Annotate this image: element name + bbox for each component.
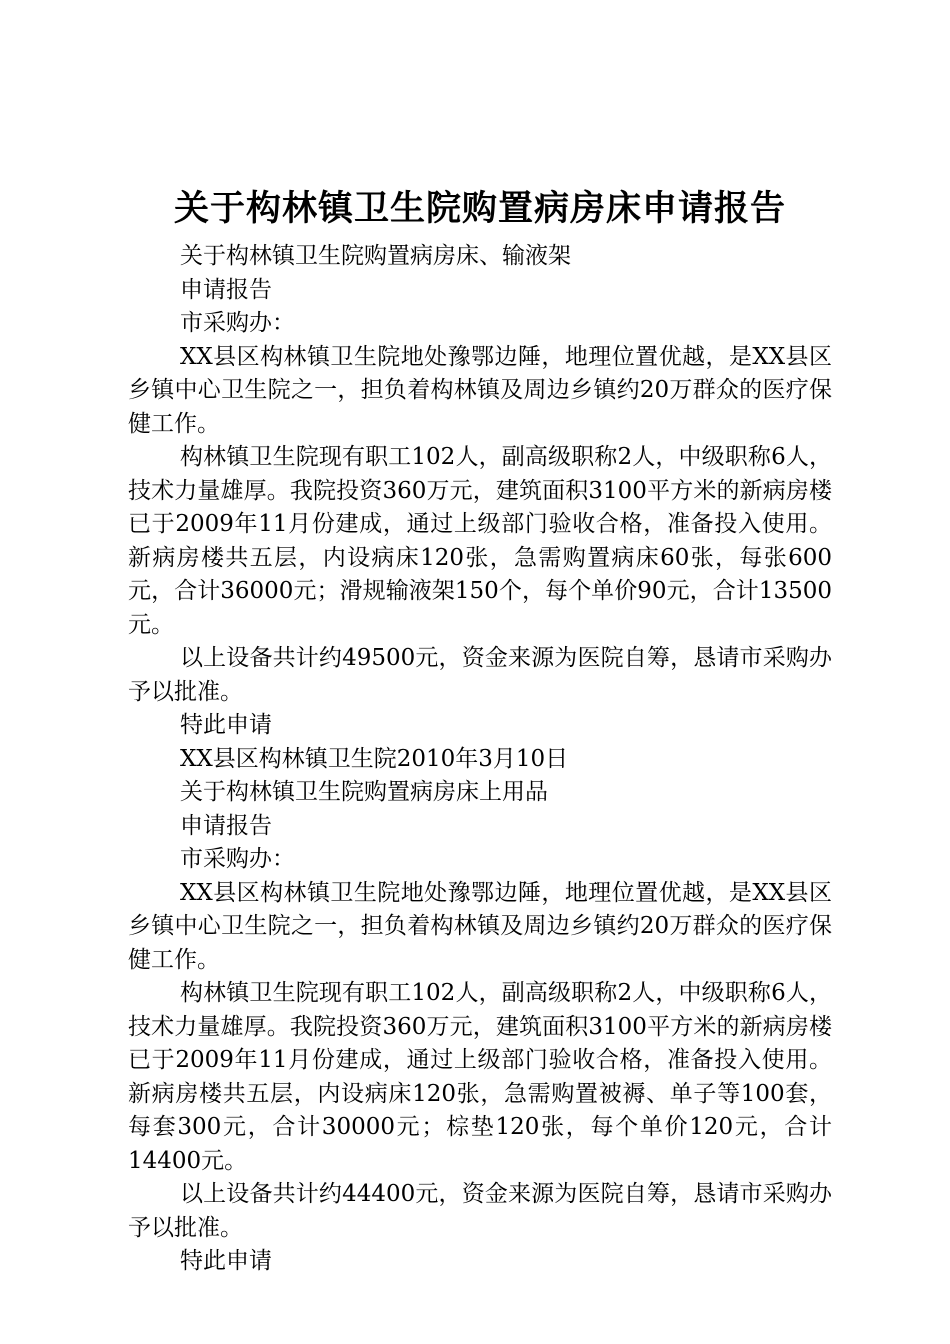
document-title: 关于构林镇卫生院购置病房床申请报告	[173, 189, 786, 229]
section1-heading-line1: 关于构林镇卫生院购置病房床、输液架	[180, 243, 571, 269]
section1-paragraph-2: 构林镇卫生院现有职工102人，副高级职称2人，中级职称6人，技术力量雄厚。我院投资360万元，建筑面积3100平方米的新病房楼已于2009年11月份建成，通过上级部门验收合格，准备投入使用。新病房楼共五层，内设病床120张，急需购置病床60张，每张600元，合计36000元；滑规输液架150个，每个单价90元，合计13500元。	[128, 444, 832, 638]
section1-signature: XX县区构林镇卫生院2010年3月10日	[180, 745, 569, 772]
section2-salutation: 市采购办：	[180, 846, 295, 872]
section-2	[128, 776, 832, 1279]
section1-closing: 特此申请	[180, 712, 272, 738]
section1-paragraph-3: 以上设备共计约49500元，资金来源为医院自筹，恳请市采购办予以批准。	[128, 645, 832, 705]
section2-paragraph-2: 构林镇卫生院现有职工102人，副高级职称2人，中级职称6人，技术力量雄厚。我院投资360万元，建筑面积3100平方米的新病房楼已于2009年11月份建成，通过上级部门验收合格，准备投入使用。新病房楼共五层，内设病床120张，急需购置被褥、单子等100套，每套300元，合计30000元；棕垫120张，每个单价120元，合计14400元。	[128, 980, 832, 1174]
section2-paragraph-3: 以上设备共计约44400元，资金来源为医院自筹，恳请市采购办予以批准。	[128, 1181, 832, 1241]
section1-heading-line2: 申请报告	[180, 276, 272, 303]
section-1	[128, 240, 832, 776]
section1-paragraph-1: XX县区构林镇卫生院地处豫鄂边陲，地理位置优越，是XX县区乡镇中心卫生院之一，担负着构林镇及周边乡镇约20万群众的医疗保健工作。	[128, 343, 832, 437]
section2-closing: 特此申请	[180, 1248, 272, 1274]
section2-paragraph-1: XX县区构林镇卫生院地处豫鄂边陲，地理位置优越，是XX县区乡镇中心卫生院之一，担负着构林镇及周边乡镇约20万群众的医疗保健工作。	[128, 879, 832, 973]
section1-salutation: 市采购办：	[180, 310, 295, 336]
document-page	[128, 182, 832, 1279]
section2-heading-line2: 申请报告	[180, 812, 272, 839]
section2-heading-line1: 关于构林镇卫生院购置病房床上用品	[180, 779, 548, 805]
